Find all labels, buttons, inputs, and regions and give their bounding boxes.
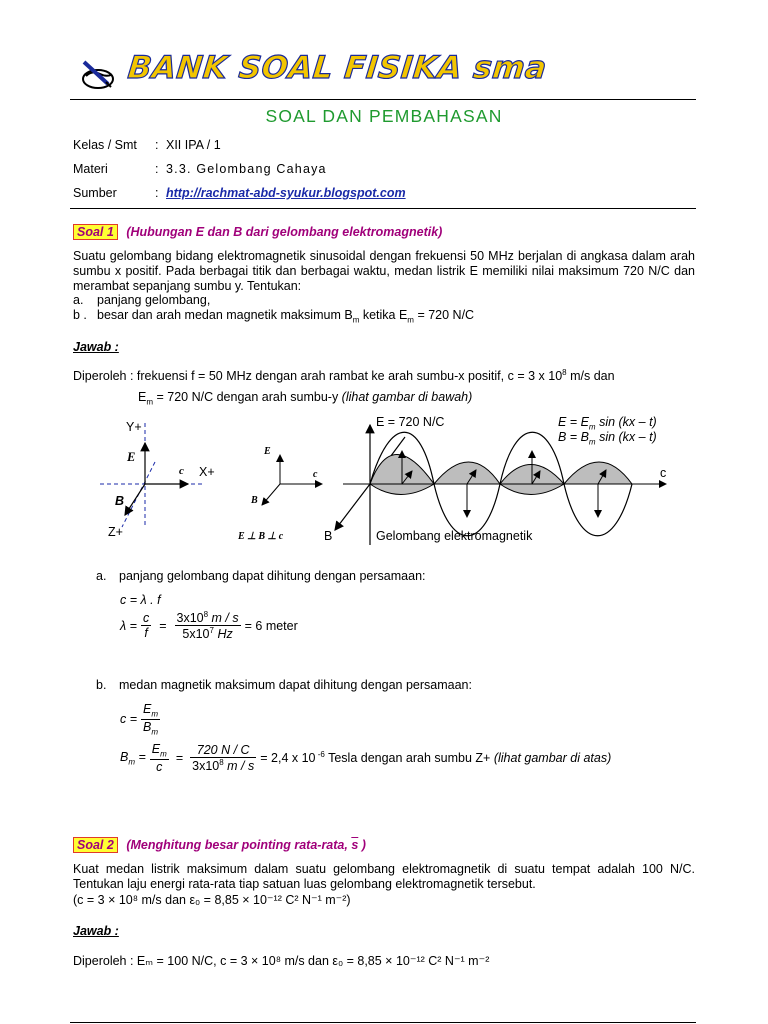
sub-m: m [146, 397, 154, 407]
exp-8: 8 [562, 368, 567, 377]
sub-m: m [588, 437, 596, 447]
soal1-badge: Soal 1 [73, 224, 118, 240]
soal2-text: Kuat medan listrik maksimum dalam suatu gelombang elektromagnetik di suatu tempat adalah 100 N/C. Tentukan laju energi rata-rata tiap satuan luas gelombang elektromagnetik tersebut. [73, 862, 695, 891]
em-italic: (lihat gambar di bawah) [341, 390, 473, 404]
frac-den-c: c [156, 759, 163, 774]
soal2-constants: (c = 3 × 10⁸ m/s dan ε₀ = 8,85 × 10⁻¹² C² N⁻¹ m⁻²) [73, 893, 351, 907]
materi-colon: : [155, 162, 159, 176]
kelas-value: XII IPA / 1 [166, 138, 221, 152]
soal1-text: Suatu gelombang bidang elektromagnetik sinusoidal dengan frekuensi 50 MHz berjalan di angkasa dalam arah sumbu x positif. Pada berbagai titik dan berbagai waktu, medan listrik E memiliki nilai maksimum 720 N/C dan merambat sepanjang sumbu y. Tentukan: [73, 249, 695, 293]
c-right-label: c [660, 466, 667, 480]
meta-rule [70, 208, 696, 209]
part-b-text: medan magnetik maksimum dapat dihitung dengan persamaan: [119, 678, 472, 692]
c-label: c [179, 465, 184, 477]
bm-lhs [120, 750, 146, 767]
c-em-bm-equation [120, 702, 160, 736]
eq-b-text: B = B [558, 430, 589, 444]
soal1-item-b-label: b . [73, 308, 87, 322]
soal1-title: (Hubungan E dan B dari gelombang elektromagnetik) [126, 225, 443, 239]
eq-e-text: E = E [558, 415, 589, 429]
frac-num-720: 720 N / C [190, 743, 256, 758]
x-axis-label: X+ [199, 465, 215, 479]
sub-m: m [160, 749, 167, 759]
eq-c-lambda-f: c = λ . f [120, 593, 161, 607]
result-post: Tesla dengan arah sumbu Z+ [324, 751, 494, 766]
page-title: SOAL DAN PEMBAHASAN [265, 106, 503, 126]
frac-den-bm [141, 720, 160, 737]
z-axis-label: Z+ [108, 525, 123, 539]
part-a-text: panjang gelombang dapat dihitung dengan persamaan: [119, 569, 426, 583]
sub-m: m [151, 727, 159, 736]
soal2-jawab: Jawab : [73, 924, 119, 938]
num-unit: m / s [208, 611, 239, 626]
soal2-title-pre: (Menghitung besar pointing rata-rata, [126, 838, 352, 852]
bm-lhs-b: B [120, 749, 129, 764]
den-unit: Hz [213, 627, 233, 642]
soal1-diperoleh [73, 368, 615, 383]
figure-caption: Gelombang elektromagnetik [376, 529, 533, 543]
item-b-text-2: ketika E [359, 308, 408, 322]
materi-value: 3.3. Gelombang Cahaya [166, 162, 327, 176]
soal2-badge: Soal 2 [73, 837, 118, 853]
frac-bm-values [190, 743, 256, 773]
den-exp: 8 [219, 757, 224, 767]
em: E [143, 702, 152, 716]
soal1-item-a-label: a. [73, 293, 84, 307]
eq-b-text-2: sin (kx – t) [595, 430, 657, 444]
footer-rule [70, 1022, 696, 1023]
result-italic: (lihat gambar di atas) [493, 751, 612, 766]
eq-e-text-2: sin (kx – t) [595, 415, 657, 429]
header-rule [70, 99, 696, 100]
e-label-small: E [264, 446, 271, 457]
den-exp: 7 [209, 626, 214, 636]
frac-num-em-c [150, 742, 169, 760]
num-exp: 8 [203, 610, 209, 619]
sub-m: m [352, 315, 360, 325]
logo-text: BANK SOAL FISIKA sma [126, 50, 549, 86]
eq-sign: = [159, 618, 167, 633]
diperoleh-text-2: m/s dan [566, 369, 615, 384]
soal2-title-post: ) [358, 838, 366, 852]
materi-label: Materi [73, 162, 108, 176]
den-pre: 3x10 [192, 758, 220, 773]
part-a-result: = 6 meter [244, 618, 298, 633]
logo-icon [78, 58, 118, 92]
kelas-colon: : [155, 138, 159, 152]
sumber-colon: : [155, 186, 159, 200]
soal2-diperoleh: Diperoleh : Eₘ = 100 N/C, c = 3 × 10⁸ m/s dan ε₀ = 8,85 × 10⁻¹² C² N⁻¹ m⁻² [73, 954, 490, 968]
b-bottom-label: B [324, 529, 333, 543]
part-b-label: b. [96, 678, 107, 692]
diperoleh-text: Diperoleh : frekuensi f = 50 MHz dengan arah rambat ke arah sumbu-x positif, c = 3 x 10 [73, 369, 563, 384]
sumber-label: Sumber [73, 186, 117, 200]
b-label: B [115, 494, 125, 508]
bm-eq: = [135, 749, 146, 764]
y-axis-label: Y+ [126, 420, 142, 434]
soal1-item-b [97, 308, 474, 325]
part-b-result [260, 750, 611, 765]
lambda-equation [120, 610, 298, 641]
item-b-text-1: besar dan arah medan magnetik maksimum B [97, 308, 353, 322]
frac-num-values [175, 610, 241, 626]
lambda-lhs: λ = [120, 618, 137, 633]
sub-m: m [128, 757, 136, 766]
em-text: E [138, 390, 147, 404]
frac-den: f [144, 626, 148, 641]
soal2-title [126, 838, 366, 852]
frac-num-em [141, 702, 160, 720]
frac-em-bm [141, 702, 160, 736]
s-bar-symbol: $\overline{s}$ [351, 838, 359, 852]
frac-values [175, 610, 241, 641]
result-pre: = 2,4 x 10 [260, 751, 316, 766]
axes-diagram-small [262, 455, 322, 505]
kelas-label: Kelas / Smt [73, 138, 137, 152]
em-text-2: = 720 N/C dengan arah sumbu-y [153, 390, 342, 404]
den-unit: m / s [223, 758, 255, 773]
em: E [151, 742, 161, 756]
bm-equation [120, 742, 611, 774]
soal1-jawab: Jawab : [73, 340, 119, 354]
c-lhs: c = [120, 712, 138, 726]
e-label: E [127, 450, 136, 464]
eq-b [558, 430, 657, 447]
soal1-item-a: panjang gelombang, [97, 293, 211, 307]
sub-m: m [151, 709, 159, 719]
soal1-heading [73, 225, 442, 240]
num-pre: 3x10 [176, 611, 204, 626]
eq-sign: = [175, 750, 184, 765]
frac-den-3e8 [190, 758, 256, 773]
part-a-label: a. [96, 569, 107, 583]
frac-num: c [142, 611, 150, 626]
den-pre: 5x10 [182, 627, 210, 642]
frac-den-values [175, 626, 241, 641]
sumber-link[interactable]: http://rachmat-abd-syukur.blogspot.com [166, 186, 406, 200]
result-exp: -6 [315, 750, 325, 760]
axes-diagram [100, 423, 205, 527]
bm: B [143, 719, 152, 734]
frac-c-f [141, 611, 151, 640]
sub-m: m [407, 315, 414, 325]
soal2-heading [73, 838, 366, 853]
frac-em-c [150, 742, 169, 774]
e720-label: E = 720 N/C [376, 415, 445, 429]
c-label-small: c [313, 469, 318, 480]
sub-m: m [588, 422, 596, 432]
item-b-text-3: = 720 N/C [413, 308, 475, 322]
pen-hand-icon [78, 58, 118, 92]
perp-label: E ⊥ B ⊥ c [238, 531, 284, 542]
b-label-small: B [251, 495, 258, 506]
